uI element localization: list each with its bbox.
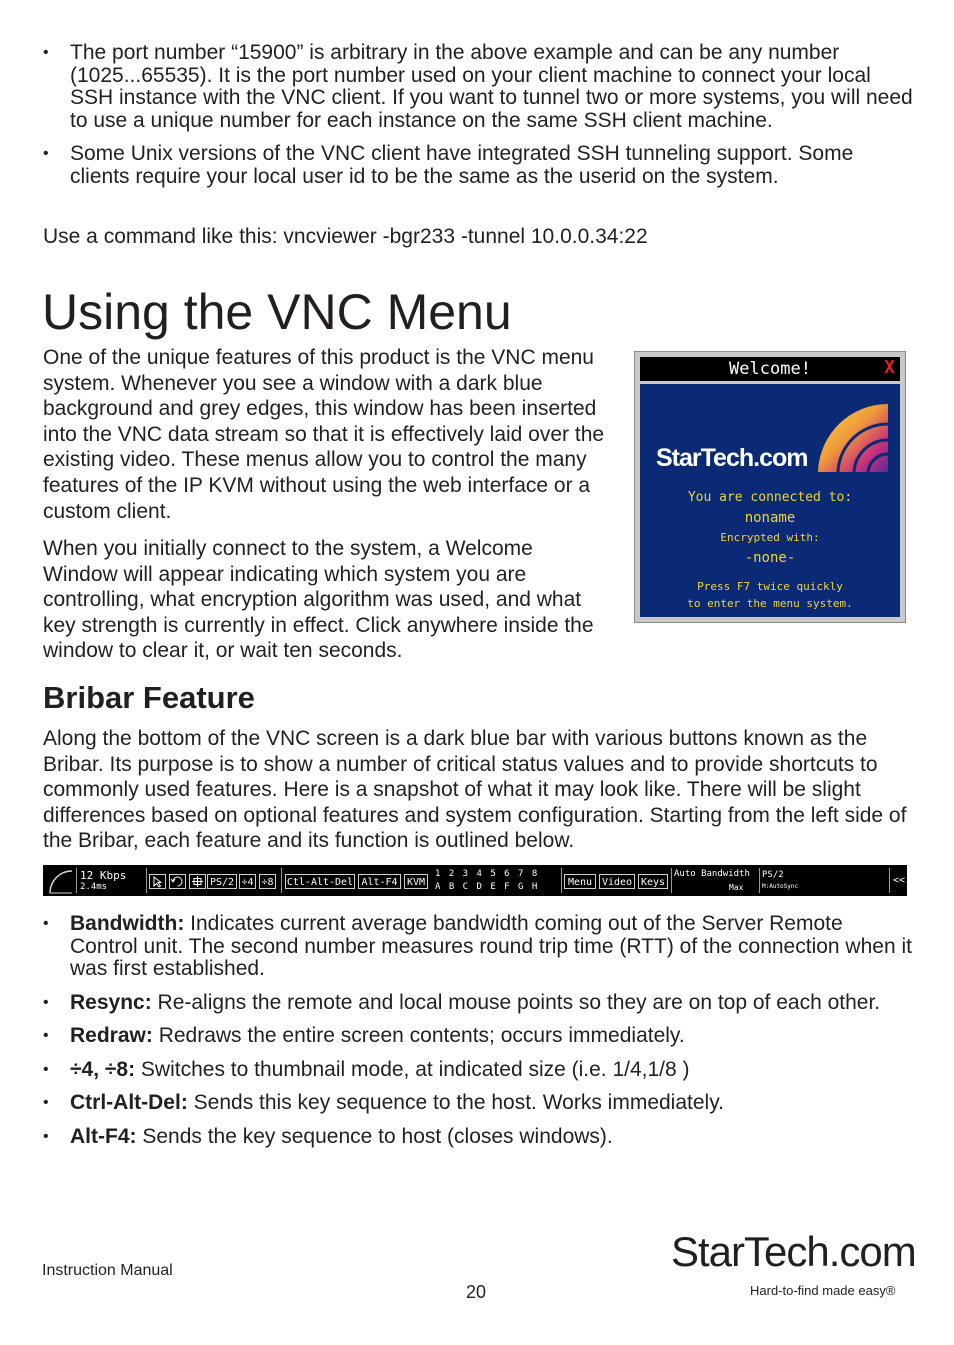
logo-tagline: Hard-to-find made easy® bbox=[750, 1283, 896, 1298]
section-title: Using the VNC Menu bbox=[42, 284, 512, 340]
alt-f4-button[interactable]: Alt-F4 bbox=[358, 874, 401, 889]
kvm-button[interactable]: KVM bbox=[404, 874, 428, 889]
resync-icon bbox=[170, 875, 185, 888]
bribar-heading: Bribar Feature bbox=[43, 680, 255, 715]
bribar-snapshot bbox=[43, 865, 907, 896]
feature-ctrl-alt-del: • Ctrl-Alt-Del: Sends this key sequence to the host. Works immediately. bbox=[43, 1092, 913, 1115]
feature-resync: • Resync: Re-aligns the remote and local mouse points so they are on top of each other. bbox=[43, 992, 913, 1015]
welcome-logo: StarTech.com bbox=[656, 444, 808, 472]
ctrl-alt-del-button[interactable]: Ctl-Alt-Del bbox=[285, 874, 355, 889]
collapse-button[interactable]: << bbox=[893, 875, 906, 886]
menu-button[interactable]: Menu bbox=[564, 874, 596, 889]
feature-alt-f4: • Alt-F4: Sends the key sequence to host (closes windows). bbox=[43, 1126, 913, 1149]
port-letters[interactable]: A B C D E F G H bbox=[435, 882, 538, 892]
connected-label: You are connected to: bbox=[687, 490, 853, 505]
intro-bullet-unix: • Some Unix versions of the VNC client have integrated SSH tunneling support. Some clients require your local user id to be the same as the userid on the system. bbox=[43, 143, 913, 188]
div4-button[interactable]: ÷4 bbox=[239, 874, 256, 889]
mouse-pointer-icon bbox=[150, 875, 165, 888]
ps2-button[interactable]: PS/2 bbox=[207, 874, 237, 889]
close-icon: X bbox=[884, 357, 895, 378]
welcome-window-screenshot bbox=[634, 351, 906, 623]
keys-button[interactable]: Keys bbox=[638, 874, 668, 889]
redraw-icon bbox=[190, 875, 205, 888]
command-example: Use a command like this: vncviewer -bgr233 -tunnel 10.0.0.34:22 bbox=[43, 225, 648, 248]
div8-button[interactable]: ÷8 bbox=[259, 874, 276, 889]
hint-line-2: to enter the menu system. bbox=[687, 597, 853, 610]
feature-list bbox=[43, 913, 913, 1148]
vnc-menu-paragraph-2: When you initially connect to the system, a Welcome Window will appear indicating which system you are controlling, what encryption algorithm was used, and what key strength is currently in effect. Click anywhere inside the window to clear it, or wait ten seconds. bbox=[43, 537, 594, 663]
vnc-menu-paragraph-1: One of the unique features of this product is the VNC menu system. Whenever you see a window with a dark blue background and grey edges, this window has been inserted into the VNC data stream so that it is effectively laid over the existing video. These menus allow you to control the many features of the IP KVM without using the web interface or a custom client. bbox=[43, 346, 605, 523]
auto-bandwidth-label[interactable]: Auto Bandwidth bbox=[674, 869, 750, 879]
video-button[interactable]: Video bbox=[599, 874, 635, 889]
hint-line-1: Press F7 twice quickly bbox=[697, 580, 843, 593]
encrypted-label: Encrypted with: bbox=[720, 531, 820, 544]
redraw-button[interactable] bbox=[189, 874, 206, 889]
feature-thumbnail: • ÷4, ÷8: Switches to thumbnail mode, at indicated size (i.e. 1/4,1/8 ) bbox=[43, 1059, 913, 1082]
cursor-button[interactable] bbox=[149, 874, 166, 889]
feature-bandwidth: • Bandwidth: Indicates current average bandwidth coming out of the Server Remote Control unit. The second number measures round trip time (RTT) of the connection when it was first established. bbox=[43, 913, 913, 981]
feature-redraw: • Redraw: Redraws the entire screen contents; occurs immediately. bbox=[43, 1025, 913, 1048]
bandwidth-value: 12 Kbps bbox=[80, 869, 127, 882]
footer-manual-label: Instruction Manual bbox=[42, 1262, 173, 1279]
rtt-value: 2.4ms bbox=[80, 882, 108, 892]
intro-bullet-list bbox=[43, 42, 913, 188]
auto-bandwidth-value: Max bbox=[729, 883, 744, 892]
welcome-body bbox=[640, 384, 900, 617]
ps2-mode-label[interactable]: PS/2 bbox=[762, 870, 784, 880]
bandwidth-gauge-icon bbox=[46, 865, 76, 896]
encryption-value: -none- bbox=[744, 550, 796, 566]
port-numbers[interactable]: 1 2 3 4 5 6 7 8 bbox=[435, 869, 538, 879]
welcome-title: Welcome! bbox=[729, 359, 811, 379]
startech-logo: StarTech.com bbox=[671, 1228, 916, 1275]
page-number: 20 bbox=[466, 1282, 487, 1302]
resync-button[interactable] bbox=[169, 874, 186, 889]
system-name: noname bbox=[744, 510, 796, 526]
intro-bullet-port: • The port number “15900” is arbitrary in the above example and can be any number (1025...65535). It is the port number used on your client machine to connect your local SSH instance with the VNC client. If you want to tunnel two or more systems, you will need to use a unique number for each instance on the same SSH client machine. bbox=[43, 42, 913, 132]
bribar-paragraph: Along the bottom of the VNC screen is a dark blue bar with various buttons known as the Bribar. Its purpose is to show a number of critical status values and to provide shortcuts to commonly used features. Here is a snapshot of what it may look like. There will be slight differences based on optional features and system configuration. Starting from the left side of the Bribar, each feature and its function is outlined below. bbox=[43, 727, 907, 853]
welcome-title-bar bbox=[640, 357, 900, 381]
ps2-mode-sub: M:AutoSync bbox=[762, 883, 799, 890]
